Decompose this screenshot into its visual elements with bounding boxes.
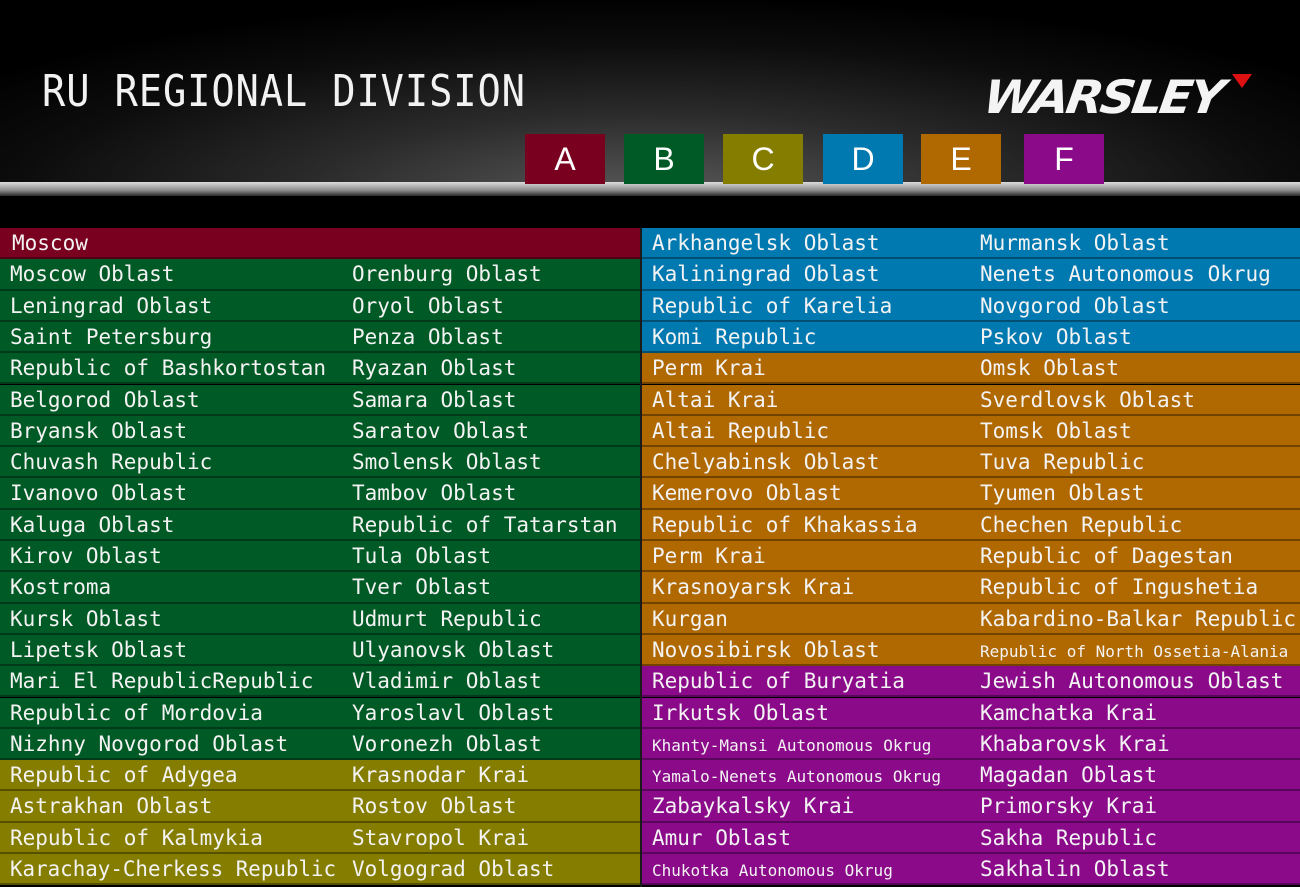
table-row xyxy=(642,823,968,854)
table-row xyxy=(340,416,640,447)
table-row xyxy=(340,666,640,697)
table-row xyxy=(642,604,968,635)
table-row xyxy=(0,259,340,290)
region-label: Stavropol Krai xyxy=(352,825,530,850)
region-label: Sverdlovsk Oblast xyxy=(980,387,1195,412)
region-label: Tomsk Oblast xyxy=(980,418,1132,443)
table-column-separator xyxy=(640,228,642,887)
region-label: Moscow xyxy=(12,231,88,255)
region-label: Penza Oblast xyxy=(352,324,504,349)
region-label: Nizhny Novgorod Oblast xyxy=(10,731,289,756)
region-label: Ulyanovsk Oblast xyxy=(352,637,555,662)
region-label: Omsk Oblast xyxy=(980,356,1120,381)
region-label: Perm Krai xyxy=(652,356,766,381)
tab-a[interactable]: A xyxy=(525,134,605,184)
region-label: Altai Republic xyxy=(652,418,830,443)
region-label: Tuva Republic xyxy=(980,450,1145,475)
region-label: Yaroslavl Oblast xyxy=(352,700,555,725)
region-label: Novosibirsk Oblast xyxy=(652,637,880,662)
region-label: Smolensk Oblast xyxy=(352,450,542,475)
region-label: Orenburg Oblast xyxy=(352,262,542,287)
region-label: Oryol Oblast xyxy=(352,293,504,318)
region-label: Vladimir Oblast xyxy=(352,669,542,694)
region-label: Ryazan Oblast xyxy=(352,356,517,381)
table-row xyxy=(340,510,640,541)
table-row xyxy=(642,760,968,791)
table-row xyxy=(642,385,968,416)
table-row xyxy=(642,541,968,572)
table-row xyxy=(968,823,1300,854)
table-row xyxy=(0,510,340,541)
table-row xyxy=(968,478,1300,509)
region-label: Chelyabinsk Oblast xyxy=(652,450,880,475)
region-label: Khabarovsk Krai xyxy=(980,731,1170,756)
region-label: Sakhalin Oblast xyxy=(980,857,1170,881)
region-label: Samara Oblast xyxy=(352,387,517,412)
table-row xyxy=(642,353,968,384)
table-row xyxy=(968,666,1300,697)
table-row xyxy=(642,259,968,290)
table-row xyxy=(0,385,340,416)
table-row xyxy=(340,823,640,854)
region-label: Kirov Oblast xyxy=(10,544,162,568)
table-row xyxy=(340,698,640,729)
region-label: Volgograd Oblast xyxy=(352,857,555,881)
table-row xyxy=(0,698,340,729)
table-row xyxy=(340,385,640,416)
table-row xyxy=(642,447,968,478)
region-label: Republic of Ingushetia xyxy=(980,575,1259,600)
region-label: Komi Republic xyxy=(652,324,817,349)
table-row xyxy=(968,416,1300,447)
brand-logo: WARSLEY xyxy=(980,70,1226,124)
tab-e[interactable]: E xyxy=(921,134,1001,184)
region-label: Yamalo-Nenets Autonomous Okrug xyxy=(652,767,941,787)
table-row xyxy=(340,854,640,885)
region-label: Tver Oblast xyxy=(352,575,492,600)
region-label: Kemerovo Oblast xyxy=(652,481,842,506)
region-label: Amur Oblast xyxy=(652,825,792,850)
region-label: Voronezh Oblast xyxy=(352,731,542,756)
table-row xyxy=(0,541,340,572)
table-row xyxy=(968,698,1300,729)
table-row xyxy=(642,854,968,885)
tab-c[interactable]: C xyxy=(723,134,803,184)
table-row xyxy=(340,353,640,384)
region-label: Magadan Oblast xyxy=(980,763,1158,788)
region-label: Republic of Karelia xyxy=(652,293,893,318)
region-label: Krasnodar Krai xyxy=(352,763,530,788)
region-label: Kaluga Oblast xyxy=(10,512,175,537)
table-row xyxy=(968,447,1300,478)
table-row xyxy=(642,478,968,509)
tab-d[interactable]: D xyxy=(823,134,903,184)
region-label: Krasnoyarsk Krai xyxy=(652,575,855,600)
table-row xyxy=(968,353,1300,384)
region-label: Nenets Autonomous Okrug xyxy=(980,262,1271,287)
table-row xyxy=(642,635,968,666)
table-row xyxy=(0,322,340,353)
region-label: Irkutsk Oblast xyxy=(652,700,830,725)
table-row xyxy=(0,760,340,791)
table-row xyxy=(968,259,1300,290)
region-label: Chechen Republic xyxy=(980,512,1183,537)
region-label: Republic of Adygea xyxy=(10,763,238,788)
table-row xyxy=(968,322,1300,353)
region-label: Republic of Buryatia xyxy=(652,669,905,694)
region-label: Saratov Oblast xyxy=(352,418,530,443)
table-row xyxy=(642,228,968,259)
region-label: Novgorod Oblast xyxy=(980,293,1170,318)
table-row xyxy=(340,572,640,603)
table-row xyxy=(968,604,1300,635)
table-row xyxy=(340,447,640,478)
region-label: Jewish Autonomous Oblast xyxy=(980,669,1284,694)
region-label: Belgorod Oblast xyxy=(10,387,200,412)
tab-f[interactable]: F xyxy=(1024,134,1104,184)
table-row xyxy=(968,729,1300,760)
table-row-moscow xyxy=(0,228,640,259)
table-row xyxy=(340,760,640,791)
region-label: Bryansk Oblast xyxy=(10,418,188,443)
table-row xyxy=(642,291,968,322)
tab-b[interactable]: B xyxy=(624,134,704,184)
table-row xyxy=(968,385,1300,416)
table-row xyxy=(642,322,968,353)
table-row xyxy=(340,729,640,760)
table-row xyxy=(0,823,340,854)
region-label: Kabardino-Balkar Republic xyxy=(980,606,1297,631)
region-label: Pskov Oblast xyxy=(980,324,1132,349)
region-label: Leningrad Oblast xyxy=(10,293,213,318)
region-label: Kamchatka Krai xyxy=(980,700,1158,725)
region-label: Saint Petersburg xyxy=(10,324,213,349)
region-label: Republic of North Ossetia-Alania xyxy=(980,641,1289,661)
table-row xyxy=(340,635,640,666)
table-row xyxy=(968,572,1300,603)
region-label: Karachay-Cherkess Republic xyxy=(10,857,337,881)
region-label: Republic of Khakassia xyxy=(652,512,918,537)
table-row xyxy=(340,478,640,509)
table-row xyxy=(0,353,340,384)
table-row xyxy=(0,572,340,603)
region-label: Sakha Republic xyxy=(980,825,1158,850)
table-row xyxy=(340,604,640,635)
region-label: Ivanovo Oblast xyxy=(10,481,188,506)
region-label: Mari El RepublicRepublic xyxy=(10,669,314,694)
table-row xyxy=(968,510,1300,541)
region-label: Republic of Tatarstan xyxy=(352,512,618,537)
table-row xyxy=(968,228,1300,259)
table-row xyxy=(0,291,340,322)
table-row xyxy=(340,791,640,822)
region-label: Republic of Dagestan xyxy=(980,544,1233,568)
table-row xyxy=(340,259,640,290)
region-label: Kaliningrad Oblast xyxy=(652,262,880,287)
region-label: Lipetsk Oblast xyxy=(10,637,188,662)
table-row xyxy=(0,666,340,697)
region-label: Astrakhan Oblast xyxy=(10,794,213,819)
region-label: Rostov Oblast xyxy=(352,794,517,819)
logo-accent-icon xyxy=(1232,74,1252,88)
region-label: Republic of Mordovia xyxy=(10,700,263,725)
table-row xyxy=(0,635,340,666)
table-row xyxy=(0,416,340,447)
region-label: Kursk Oblast xyxy=(10,606,162,631)
region-label: Kurgan xyxy=(652,606,728,631)
region-label: Tambov Oblast xyxy=(352,481,517,506)
region-label: Tyumen Oblast xyxy=(980,481,1145,506)
region-label: Chukotka Autonomous Okrug xyxy=(652,861,893,880)
table-row xyxy=(968,635,1300,666)
table-row xyxy=(0,478,340,509)
region-label: Arkhangelsk Oblast xyxy=(652,231,880,255)
header-divider xyxy=(0,196,1300,228)
region-label: Perm Krai xyxy=(652,544,766,568)
table-row xyxy=(340,541,640,572)
table-row xyxy=(642,698,968,729)
region-label: Udmurt Republic xyxy=(352,606,542,631)
region-label: Murmansk Oblast xyxy=(980,231,1170,255)
table-row xyxy=(0,791,340,822)
region-label: Tula Oblast xyxy=(352,544,492,568)
region-label: Chuvash Republic xyxy=(10,450,213,475)
table-row xyxy=(968,854,1300,885)
region-label: Zabaykalsky Krai xyxy=(652,794,855,819)
table-row xyxy=(340,291,640,322)
table-row xyxy=(0,854,340,885)
table-row xyxy=(642,729,968,760)
table-row xyxy=(968,291,1300,322)
header-floor xyxy=(0,182,1300,196)
table-row xyxy=(968,791,1300,822)
region-label: Kostroma xyxy=(10,575,112,600)
region-label: Khanty-Mansi Autonomous Okrug xyxy=(652,735,932,755)
table-row xyxy=(0,604,340,635)
region-label: Republic of Kalmykia xyxy=(10,825,263,850)
table-row xyxy=(642,666,968,697)
table-row xyxy=(968,541,1300,572)
table-row xyxy=(642,416,968,447)
region-label: Primorsky Krai xyxy=(980,794,1158,819)
table-row xyxy=(0,729,340,760)
region-label: Republic of Bashkortostan xyxy=(10,356,327,381)
region-table xyxy=(0,228,1300,887)
table-row xyxy=(0,447,340,478)
table-row xyxy=(642,510,968,541)
table-row xyxy=(642,791,968,822)
region-label: Moscow Oblast xyxy=(10,262,175,287)
table-row xyxy=(968,760,1300,791)
table-row xyxy=(340,322,640,353)
table-row xyxy=(642,572,968,603)
page-title: RU REGIONAL DIVISION xyxy=(42,66,526,117)
region-label: Altai Krai xyxy=(652,387,779,412)
